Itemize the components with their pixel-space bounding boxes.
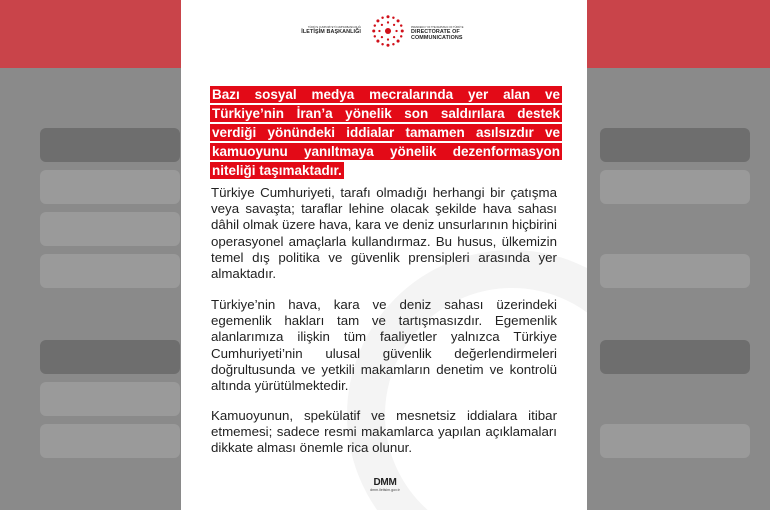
lead-statement-text: Bazı sosyal medya mecralarında yer alan ve Türkiye’nin İran’a yönelik son saldırılara destek verdiği yönündeki iddialar tamamen asılsızdır ve kamuoyunu yanıltmaya yönelik dezenformasyon niteliği taşımaktadır. (212, 87, 560, 178)
background-text-band (40, 424, 180, 458)
dmm-url: dmm.iletisim.gov.tr (370, 488, 400, 492)
org-name-en-line2: COMMUNICATIONS (411, 35, 463, 41)
press-statement-document (181, 0, 587, 510)
background-text-band (40, 382, 180, 416)
background-text-band (40, 128, 180, 162)
background-text-band (40, 254, 180, 288)
org-name-en-line1: DIRECTORATE OF (411, 29, 460, 35)
org-caption-en: PRESIDENCY OF THE REPUBLIC OF TÜRKİYE (411, 26, 464, 29)
background-text-band (600, 170, 750, 204)
org-caption-tr: TÜRKİYE CUMHURİYETİ CUMHURBAŞKANLIĞI (307, 26, 361, 29)
directorate-logo-tr (301, 26, 361, 35)
background-text-band (600, 128, 750, 162)
paragraph-3: Kamuoyunun, spekülatif ve mesnetsiz iddialara itibar etmemesi; sadece resmi makamlarca yapılan açıklamaları dikkate alması önemle rica olunur. (211, 408, 557, 456)
org-name-tr: İLETİŞİM BAŞKANLIĞI (301, 29, 361, 35)
dmm-footer-logo (362, 478, 408, 493)
background-text-band (40, 212, 180, 246)
document-header (181, 10, 587, 58)
paragraph-1: Türkiye Cumhuriyeti, tarafı olmadığı herhangi bir çatışma veya savaşta; taraflar lehine olacak şekilde hava sahası dâhil olmak üzere hava, kara ve deniz unsurlarının hiçbirini operasyonel amaçlarla kullandırmaz. Bu husus, ülkemizin temel dış politika ve güvenlik prensipleri arasında yer almaktadır. (211, 185, 557, 282)
background-text-band (600, 424, 750, 458)
dmm-logo-text: DMM (373, 477, 397, 488)
background-text-band (600, 254, 750, 288)
paragraph-2: Türkiye’nin hava, kara ve deniz sahası üzerindeki egemenlik hakları tam ve tartışmasızdır. Egemenlik alanlarımıza ilişkin tüm faaliyetler yalnızca Türkiye Cumhuriyeti’nin ulusal güvenlik değerlendirmeleri doğrultusunda ve yetkili makamların denetim ve kontrolü altında yürütülmektedir. (211, 297, 557, 394)
background-text-band (600, 340, 750, 374)
background-text-band (40, 170, 180, 204)
background-text-band (40, 340, 180, 374)
lead-statement (210, 85, 562, 180)
directorate-logo-en (411, 26, 491, 41)
presidential-emblem-icon (369, 12, 407, 50)
